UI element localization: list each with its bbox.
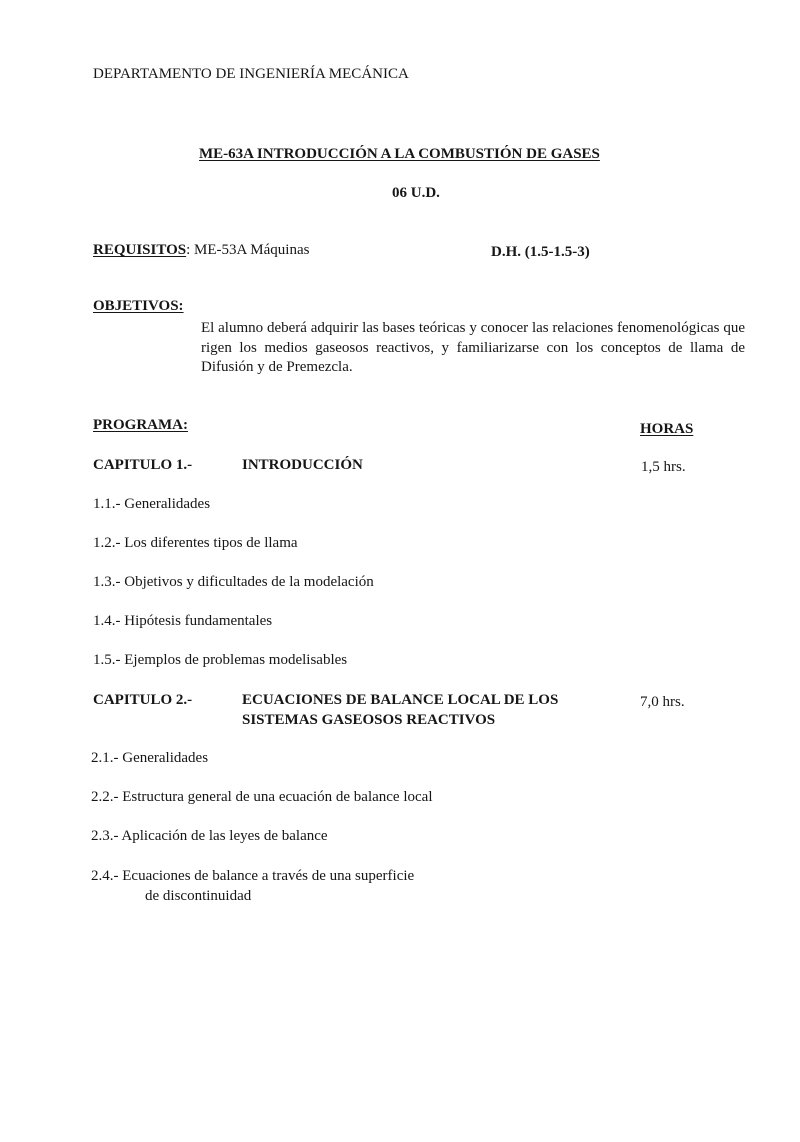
list-item: 1.5.- Ejemplos de problemas modelisables [93,652,348,668]
chapter-1-number: CAPITULO 1.- [93,457,193,473]
department-header: DEPARTAMENTO DE INGENIERÍA MECÁNICA [93,66,409,82]
requirements-row [93,241,309,259]
requirements-value: ME-53A Máquinas [194,242,310,258]
list-item: 1.2.- Los diferentes tipos de llama [93,535,298,551]
chapter-2-number: CAPITULO 2.- [93,692,193,708]
list-item: 1.1.- Generalidades [93,496,211,512]
list-item: 1.3.- Objetivos y dificultades de la modelación [93,574,374,590]
list-item: 2.3.- Aplicación de las leyes de balance [91,828,328,844]
chapter-2-title-line-2: SISTEMAS GASEOSOS REACTIVOS [242,712,496,728]
list-item: 2.4.- Ecuaciones de balance a través de una superficie [91,868,415,884]
chapter-2-title-line-1: ECUACIONES DE BALANCE LOCAL DE LOS [242,692,559,708]
list-item: 2.2.- Estructura general de una ecuación de balance local [91,789,433,805]
dh-value: D.H. (1.5-1.5-3) [491,244,590,260]
course-title: ME-63A INTRODUCCIÓN A LA COMBUSTIÓN DE GASES [199,146,600,162]
program-label: PROGRAMA: [93,417,188,433]
course-units: 06 U.D. [392,185,440,201]
objectives-text: El alumno deberá adquirir las bases teóricas y conocer las relaciones fenomenológicas que rigen los medios gaseosos reactivos, y familiarizarse con los conceptos de llama de Difusión y de Premezcla. [201,320,745,375]
objectives-label: OBJETIVOS: [93,298,184,314]
list-item: 2.1.- Generalidades [91,750,209,766]
chapter-1-hours: 1,5 hrs. [641,459,686,475]
list-item: 1.4.- Hipótesis fundamentales [93,613,273,629]
requirements-separator: : [186,242,191,258]
hours-label: HORAS [640,421,694,437]
requirements-label: REQUISITOS [93,242,187,258]
list-item-continuation: de discontinuidad [145,888,252,904]
chapter-1-title: INTRODUCCIÓN [242,457,363,473]
chapter-2-hours: 7,0 hrs. [640,694,685,710]
